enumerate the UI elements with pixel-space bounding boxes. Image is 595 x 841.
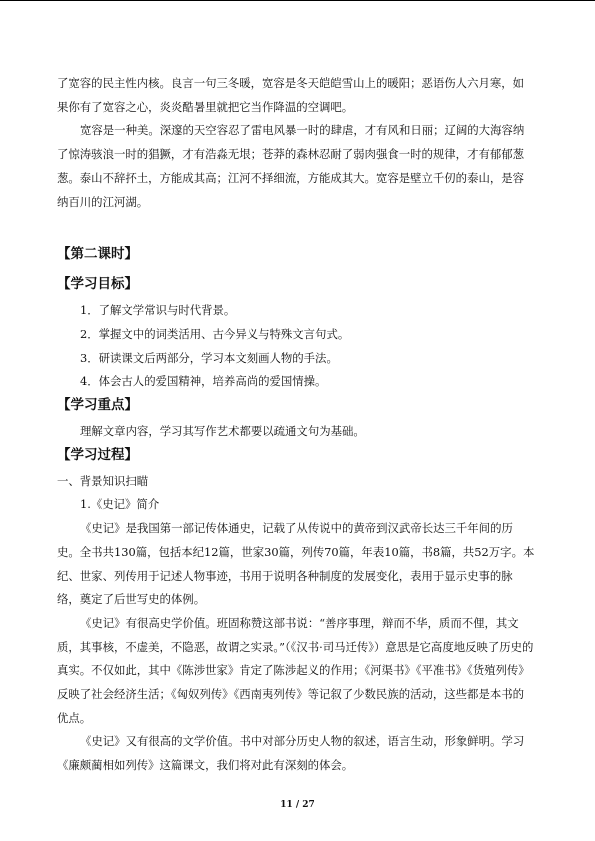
heading-second-lesson: 【第二课时】 (57, 246, 138, 263)
paragraph-shiji-literary-value: 《史记》又有很高的文学价值。书中对部分历史人物的叙述，语言生动，形象鲜明。学习《廉颇蔺相如列传》这篇课文，我们将对此有深刻的体会。 (57, 734, 525, 773)
paragraph-continued: 了宽容的民主性内核。良言一句三冬暖，宽容是冬天皑皑雪山上的暖阳；恶语伤人六月寒，如果你有了宽容之心，炎炎酷暑里就把它当作降温的空调吧。 (57, 76, 525, 114)
goal-item: 2．掌握文中的词类活用、古今异义与特殊文言句式。 (80, 326, 350, 341)
goal-item: 4．体会古人的爱国精神，培养高尚的爱国情操。 (80, 374, 327, 389)
goal-item: 1．了解文学常识与时代背景。 (80, 303, 236, 318)
section-background: 一、背景知识扫瞄 (57, 473, 149, 488)
paragraph-shiji-overview: 《史记》是我国第一部记传体通史，记载了从传说中的黄帝到汉武帝长达三千年间的历史。全书共130篇，包括本纪12篇，世家30篇，列传70篇，年表10篇，书8篇，共52万字。本纪、世家、列传用于记述人物事迹，书用于说明各种制度的发展变化，表用于显示史事的脉络，奠定了后世写史的体例。 (57, 521, 535, 607)
heading-learning-process: 【学习过程】 (57, 446, 138, 463)
paragraph-shiji-historical-value: 《史记》有很高史学价值。班固称赞这部书说：“善序事理，辩而不华，质而不俚，其文质，其事核，不虚美，不隐恶，故谓之实录。”（《汉书·司马迁传》）意思是它高度地反映了历史的真实。不仅如此，其中《陈涉世家》肯定了陈涉起义的作用；《河渠书》《平准书》《货殖列传》反映了社会经济生活；《匈奴列传》《西南夷列传》等记叙了少数民族的活动，这些都是本书的优点。 (57, 615, 534, 725)
page-number: 11 / 27 (280, 800, 315, 810)
document-body (57, 72, 535, 778)
paragraph-tolerance-beauty: 宽容是一种美。深邃的天空容忍了雷电风暴一时的肆虐，才有风和日丽；辽阔的大海容纳了惊涛骇浪一时的猖獗，才有浩淼无垠；苍莽的森林忍耐了弱肉强食一时的规律，才有郁郁葱葱。泰山不辞抔土，方能成其高；江河不择细流，方能成其大。宽容是壁立千仞的泰山，是容纳百川的江河湖。 (57, 123, 525, 209)
heading-key-points: 【学习重点】 (57, 397, 138, 414)
heading-learning-goals: 【学习目标】 (57, 276, 138, 293)
key-points-text: 理解文章内容，学习其写作艺术都要以疏通文句为基础。 (80, 424, 365, 439)
header-rule (0, 0, 595, 1)
subsection-shiji-intro: 1.《史记》简介 (80, 497, 160, 512)
goal-item: 3．研读课文后两部分，学习本文刻画人物的手法。 (80, 350, 338, 365)
